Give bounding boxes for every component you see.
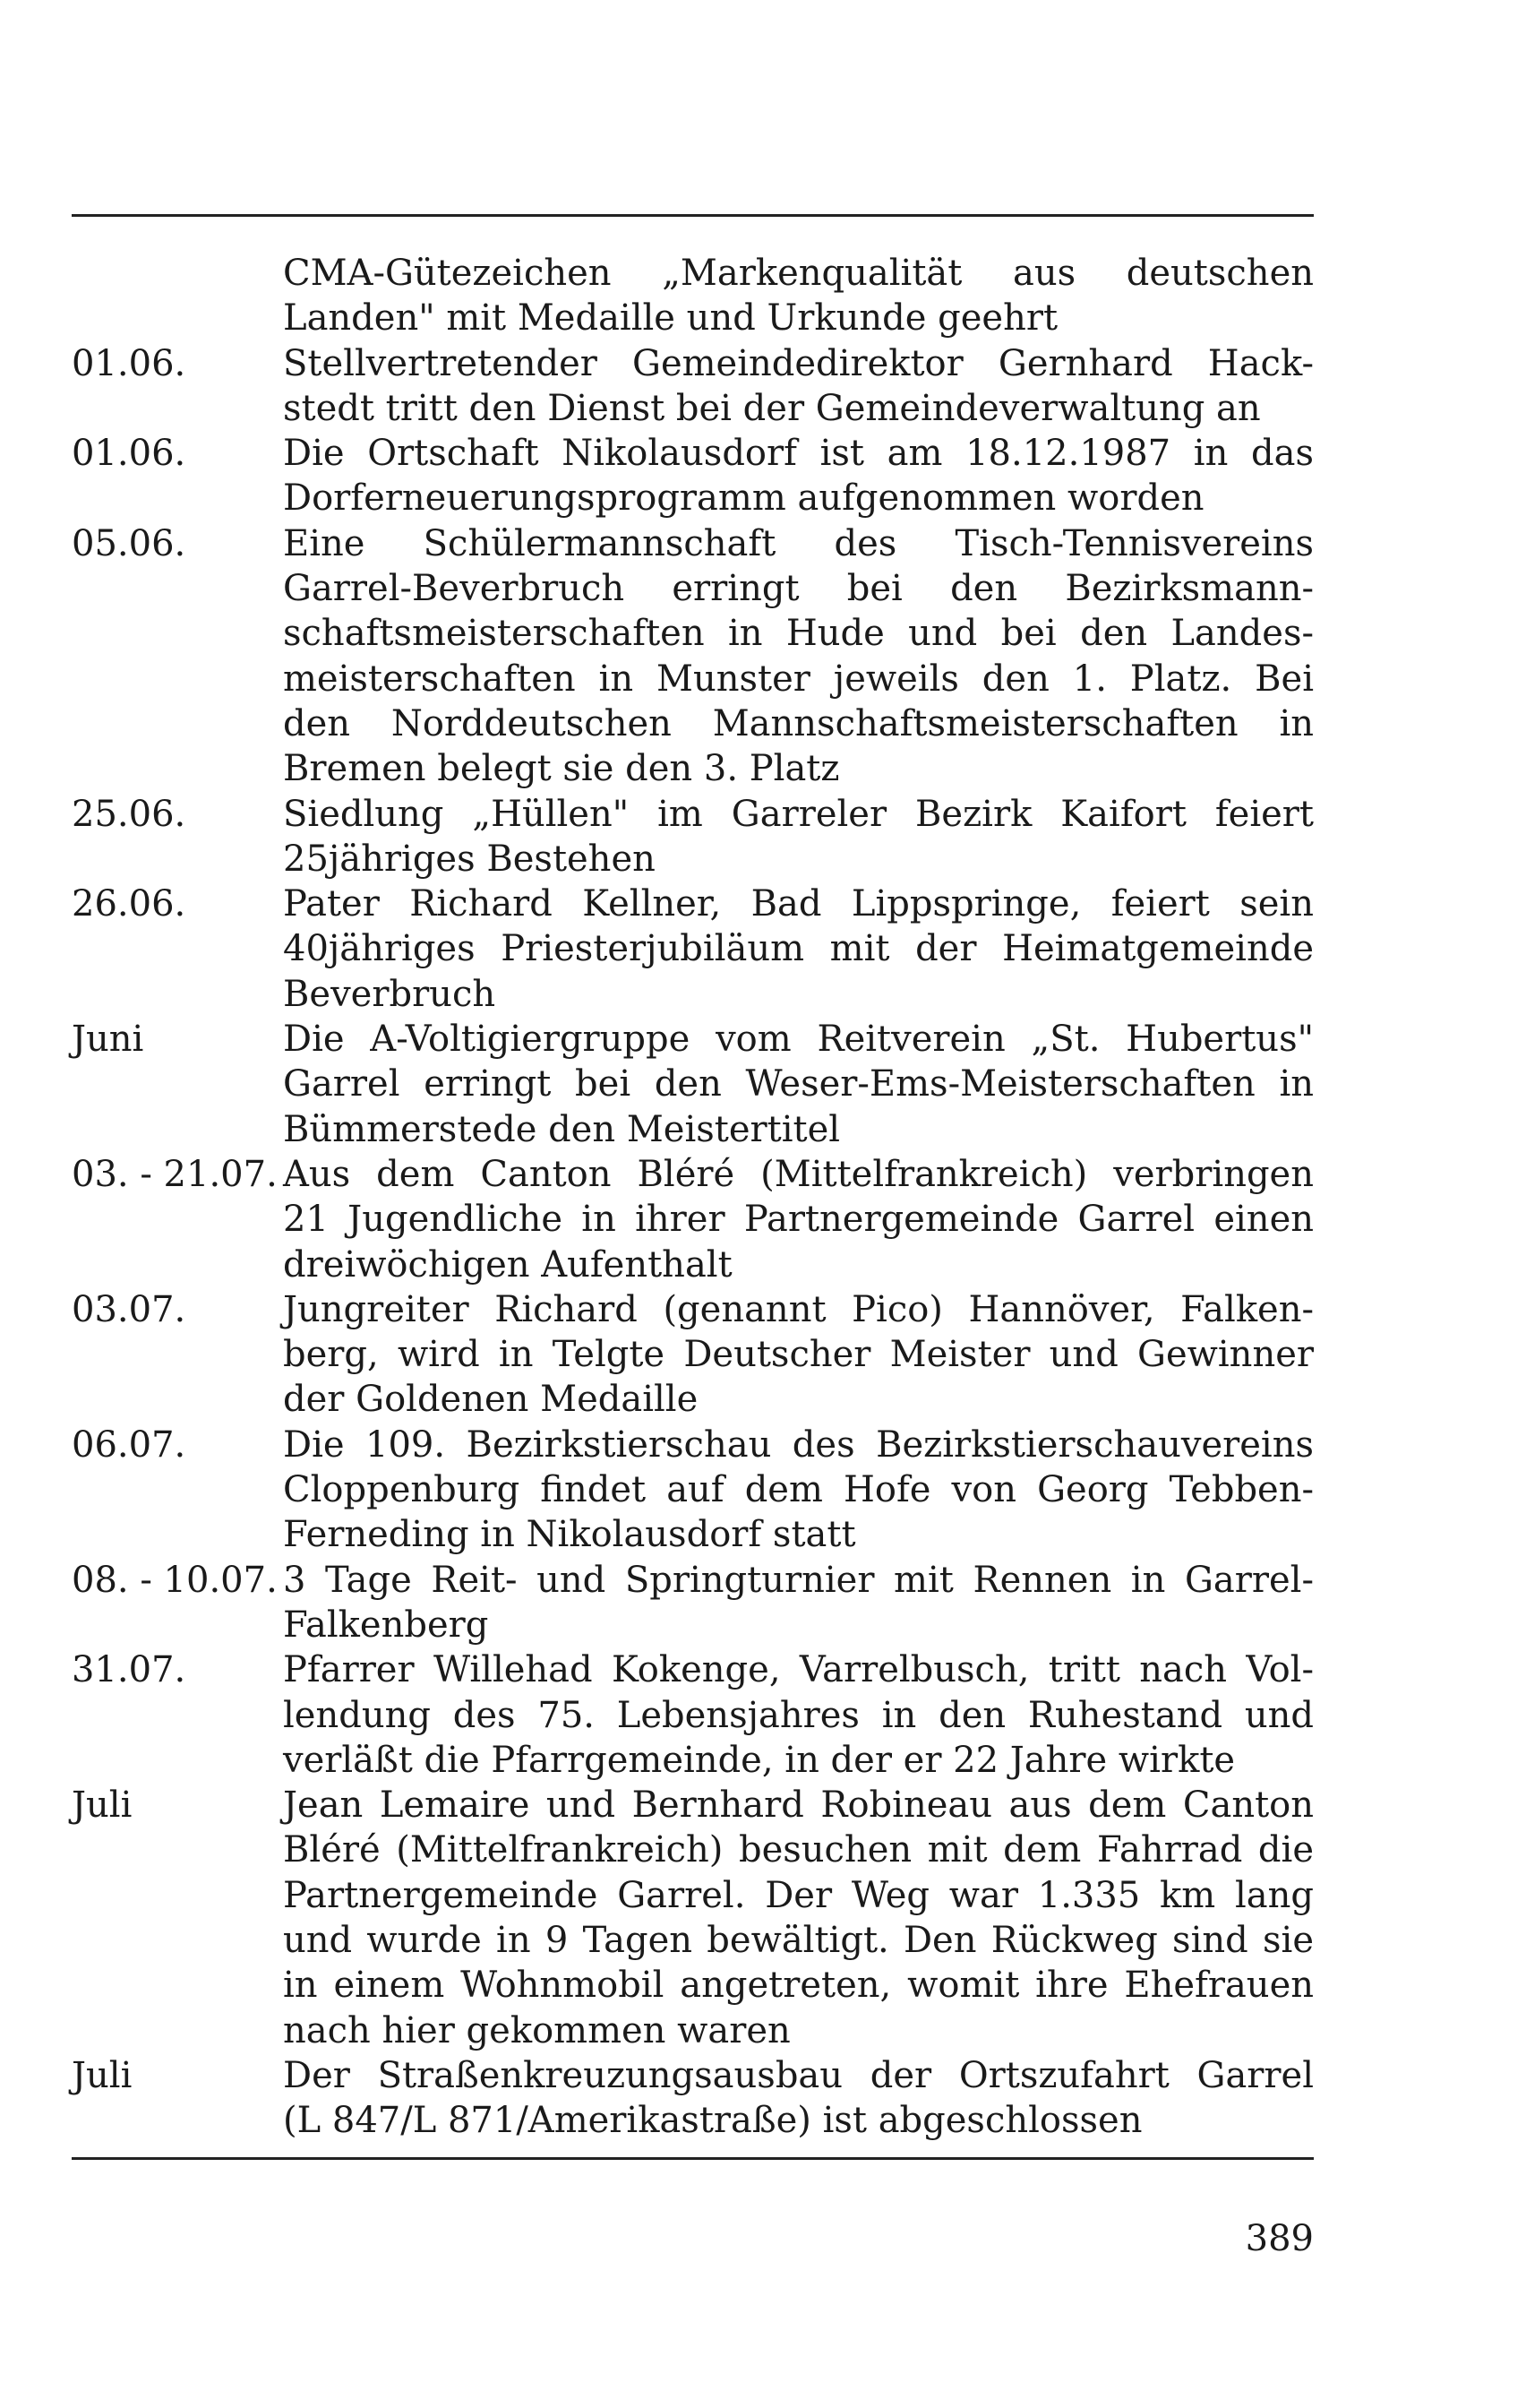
- entry-text-line: Bléré (Mittelfrankreich) besuchen mit dem Fahrrad die: [283, 1829, 1314, 1871]
- entry-text: [283, 251, 1314, 341]
- entry-text: [283, 1558, 1314, 1648]
- entry-text-line: Eine Schülermannschaft des Tisch-Tennisvereins: [283, 522, 1314, 564]
- entry-text-line: Garrel erringt bei den Weser-Ems-Meisterschaften in: [283, 1063, 1314, 1105]
- entry-text: [283, 792, 1314, 882]
- entry-text-line: Ferneding in Nikolausdorf statt: [283, 1514, 856, 1556]
- entry-text-line: berg, wird in Telgte Deutscher Meister und Gewinner: [283, 1334, 1314, 1376]
- entry-date: 01.06.: [72, 433, 186, 475]
- chronicle-entry: [72, 341, 1314, 432]
- entry-text-line: 25jähriges Bestehen: [283, 838, 656, 880]
- entry-text: [283, 1783, 1314, 2053]
- entry-date: Juli: [72, 1784, 133, 1827]
- entry-text-line: Die Ortschaft Nikolausdorf ist am 18.12.1987 in das: [283, 433, 1314, 475]
- chronicle-entry: [72, 1558, 1314, 1648]
- chronicle-entry: [72, 1647, 1314, 1783]
- entry-date: 08. - 10.07.: [72, 1559, 278, 1601]
- entry-text-line: stedt tritt den Dienst bei der Gemeindeverwaltung an: [283, 387, 1261, 429]
- entry-text-line: Jungreiter Richard (genannt Pico) Hannöver, Falken-: [283, 1288, 1314, 1330]
- chronicle-entry: [72, 2053, 1314, 2144]
- entry-text-line: Beverbruch: [283, 973, 496, 1015]
- entry-text: [283, 1152, 1314, 1287]
- entry-text-line: nach hier gekommen waren: [283, 2009, 791, 2051]
- entry-text: [283, 431, 1314, 521]
- entry-text: [283, 1017, 1314, 1152]
- entry-text-line: 40jähriges Priesterjubiläum mit der Heimatgemeinde: [283, 928, 1314, 970]
- entry-date: Juli: [72, 2054, 133, 2096]
- page-number: 389: [1245, 2218, 1314, 2259]
- chronicle-entry: [72, 251, 1314, 341]
- entry-text-line: Siedlung „Hüllen" im Garreler Bezirk Kaifort feiert: [283, 793, 1314, 835]
- entry-date: 31.07.: [72, 1649, 186, 1691]
- entry-text: [283, 2053, 1314, 2144]
- top-rule: [72, 214, 1314, 217]
- entry-text-line: Pfarrer Willehad Kokenge, Varrelbusch, tritt nach Vol-: [283, 1649, 1314, 1691]
- entry-text-line: Cloppenburg findet auf dem Hofe von Georg Tebben-: [283, 1469, 1314, 1511]
- entry-text: [283, 1287, 1314, 1423]
- entry-date: 01.06.: [72, 342, 186, 384]
- entry-date: 03. - 21.07.: [72, 1153, 278, 1195]
- bottom-rule: [72, 2157, 1314, 2160]
- entry-text: [283, 341, 1314, 432]
- entry-text-line: Partnergemeinde Garrel. Der Weg war 1.335 km lang: [283, 1874, 1314, 1916]
- entry-text-line: Bremen belegt sie den 3. Platz: [283, 748, 840, 790]
- entry-date: 05.06.: [72, 522, 186, 564]
- entry-text-line: (L 847/L 871/Amerikastraße) ist abgeschlossen: [283, 2100, 1143, 2142]
- entry-text: [283, 882, 1314, 1017]
- entry-text-line: Falkenberg: [283, 1604, 489, 1646]
- entry-text-line: und wurde in 9 Tagen bewältigt. Den Rückweg sind sie: [283, 1919, 1314, 1961]
- entry-text-line: den Norddeutschen Mannschaftsmeisterschaften in: [283, 702, 1314, 744]
- chronicle-entry: [72, 1423, 1314, 1558]
- entry-text-line: der Goldenen Medaille: [283, 1379, 699, 1421]
- chronicle-entry: [72, 431, 1314, 521]
- entry-text-line: Aus dem Canton Bléré (Mittelfrankreich) verbringen: [283, 1153, 1314, 1195]
- entry-text-line: dreiwöchigen Aufenthalt: [283, 1243, 733, 1286]
- chronicle-entry: [72, 1287, 1314, 1423]
- chronicle-entries: [72, 251, 1314, 2143]
- entry-text-line: Bümmerstede den Meistertitel: [283, 1108, 841, 1150]
- entry-text-line: schaftsmeisterschaften in Hude und bei den Landes-: [283, 613, 1314, 655]
- entry-date: 25.06.: [72, 793, 186, 835]
- chronicle-entry: [72, 1017, 1314, 1152]
- chronicle-entry: [72, 1783, 1314, 2053]
- entry-text-line: Der Straßenkreuzungsausbau der Ortszufahrt Garrel: [283, 2054, 1314, 2096]
- entry-date: 26.06.: [72, 883, 186, 925]
- entry-text-line: Stellvertretender Gemeindedirektor Gernhard Hack-: [283, 342, 1314, 384]
- entry-text-line: Pater Richard Kellner, Bad Lippspringe, feiert sein: [283, 883, 1314, 925]
- entry-text: [283, 1423, 1314, 1558]
- entry-text-line: Landen" mit Medaille und Urkunde geehrt: [283, 297, 1059, 340]
- entry-text-line: Garrel-Beverbruch erringt bei den Bezirksmann-: [283, 568, 1314, 610]
- entry-text-line: verläßt die Pfarrgemeinde, in der er 22 Jahre wirkte: [283, 1739, 1236, 1781]
- entry-text-line: 21 Jugendliche in ihrer Partnergemeinde Garrel einen: [283, 1199, 1314, 1241]
- entry-text-line: CMA-Gütezeichen „Markenqualität aus deutschen: [283, 253, 1314, 294]
- entry-text-line: in einem Wohnmobil angetreten, womit ihre Ehefrauen: [283, 1965, 1314, 2007]
- entry-text-line: 3 Tage Reit- und Springturnier mit Rennen in Garrel-: [283, 1559, 1314, 1601]
- entry-date: 06.07.: [72, 1423, 186, 1466]
- chronicle-entry: [72, 792, 1314, 882]
- chronicle-entry: [72, 882, 1314, 1017]
- entry-text: [283, 521, 1314, 792]
- chronicle-entry: [72, 521, 1314, 792]
- entry-date: 03.07.: [72, 1288, 186, 1330]
- entry-text-line: Die A-Voltigiergruppe vom Reitverein „St. Hubertus": [283, 1019, 1314, 1061]
- entry-text-line: Jean Lemaire und Bernhard Robineau aus dem Canton: [283, 1784, 1314, 1827]
- entry-text-line: meisterschaften in Munster jeweils den 1. Platz. Bei: [283, 658, 1314, 700]
- entry-text-line: Die 109. Bezirkstierschau des Bezirkstierschauvereins: [283, 1423, 1314, 1466]
- entry-text-line: Dorferneuerungsprogramm aufgenommen worden: [283, 477, 1205, 520]
- entry-text-line: lendung des 75. Lebensjahres in den Ruhestand und: [283, 1694, 1314, 1736]
- entry-date: Juni: [72, 1019, 144, 1061]
- entry-text: [283, 1647, 1314, 1783]
- chronicle-entry: [72, 1152, 1314, 1287]
